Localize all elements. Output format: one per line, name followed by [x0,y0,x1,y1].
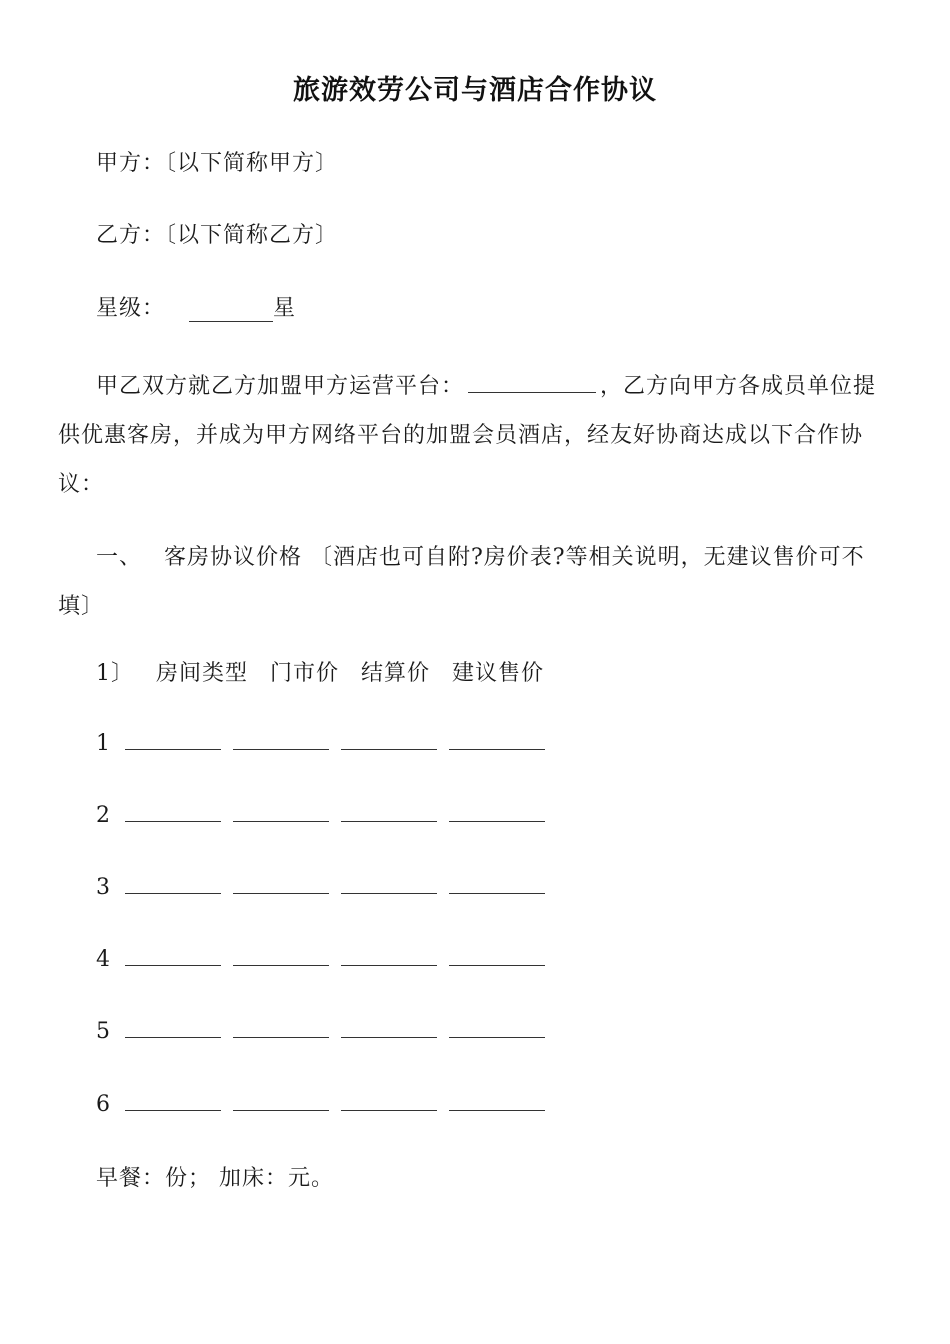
blank-rack-price [233,1090,329,1111]
blank-room-type [125,729,221,750]
blank-suggested-price [449,1090,545,1111]
table-row [96,801,557,831]
blank-room-type [125,873,221,894]
table-row [96,945,557,975]
row-number: 6 [96,1092,110,1117]
blank-settlement-price [341,873,437,894]
document-title: 旅游效劳公司与酒店合作协议 [293,75,657,106]
blank-room-type [125,801,221,822]
row-number: 2 [96,803,110,828]
table-row [96,729,557,759]
header-room-type: 房间类型 [156,661,249,686]
blank-rack-price [233,945,329,966]
blank-settlement-price [341,801,437,822]
blank-suggested-price [449,801,545,822]
section-one-text: 客房协议价格 〔酒店也可自附?房价表?等相关说明，无建议售价可不填〕 [58,545,865,619]
price-table-header [96,656,558,687]
platform-blank [468,372,596,393]
header-suggested-price: 建议售价 [452,661,545,686]
blank-rack-price [233,801,329,822]
table-row [96,1017,557,1047]
blank-suggested-price [449,873,545,894]
blank-suggested-price [449,729,545,750]
blank-settlement-price [341,1017,437,1038]
table-index: 1〕 [96,661,134,686]
blank-room-type [125,945,221,966]
intro-paragraph [58,362,898,509]
section-one-number: 一、 [96,545,143,570]
row-number: 1 [96,731,110,756]
blank-settlement-price [341,729,437,750]
party-a-line: 甲方：〔以下简称甲方〕 [96,151,339,176]
row-number: 5 [96,1019,110,1044]
blank-rack-price [233,873,329,894]
star-suffix: 星 [273,296,297,321]
header-rack-price: 门市价 [270,661,340,686]
star-blank [189,301,273,322]
section-one-heading [58,533,898,631]
intro-text-start: 甲乙双方就乙方加盟甲方运营平台： [96,374,465,399]
intro-text-end: ，乙方向甲方各成员单位提供优惠客房，并成为甲方网络平台的加盟会员酒店，经友好协商达成以下合作协议： [58,374,877,497]
row-number: 3 [96,875,110,900]
party-b-line: 乙方：〔以下简称乙方〕 [96,223,339,248]
blank-room-type [125,1090,221,1111]
blank-rack-price [233,729,329,750]
header-settlement-price: 结算价 [361,661,431,686]
breakfast-extra-bed-line: 早餐：份； 加床：元。 [96,1166,334,1191]
blank-settlement-price [341,945,437,966]
blank-suggested-price [449,1017,545,1038]
table-row [96,873,557,903]
blank-suggested-price [449,945,545,966]
blank-settlement-price [341,1090,437,1111]
row-number: 4 [96,947,110,972]
star-label: 星级： [96,296,166,321]
star-rating-line [96,291,296,322]
blank-rack-price [233,1017,329,1038]
blank-room-type [125,1017,221,1038]
table-row [96,1090,557,1120]
